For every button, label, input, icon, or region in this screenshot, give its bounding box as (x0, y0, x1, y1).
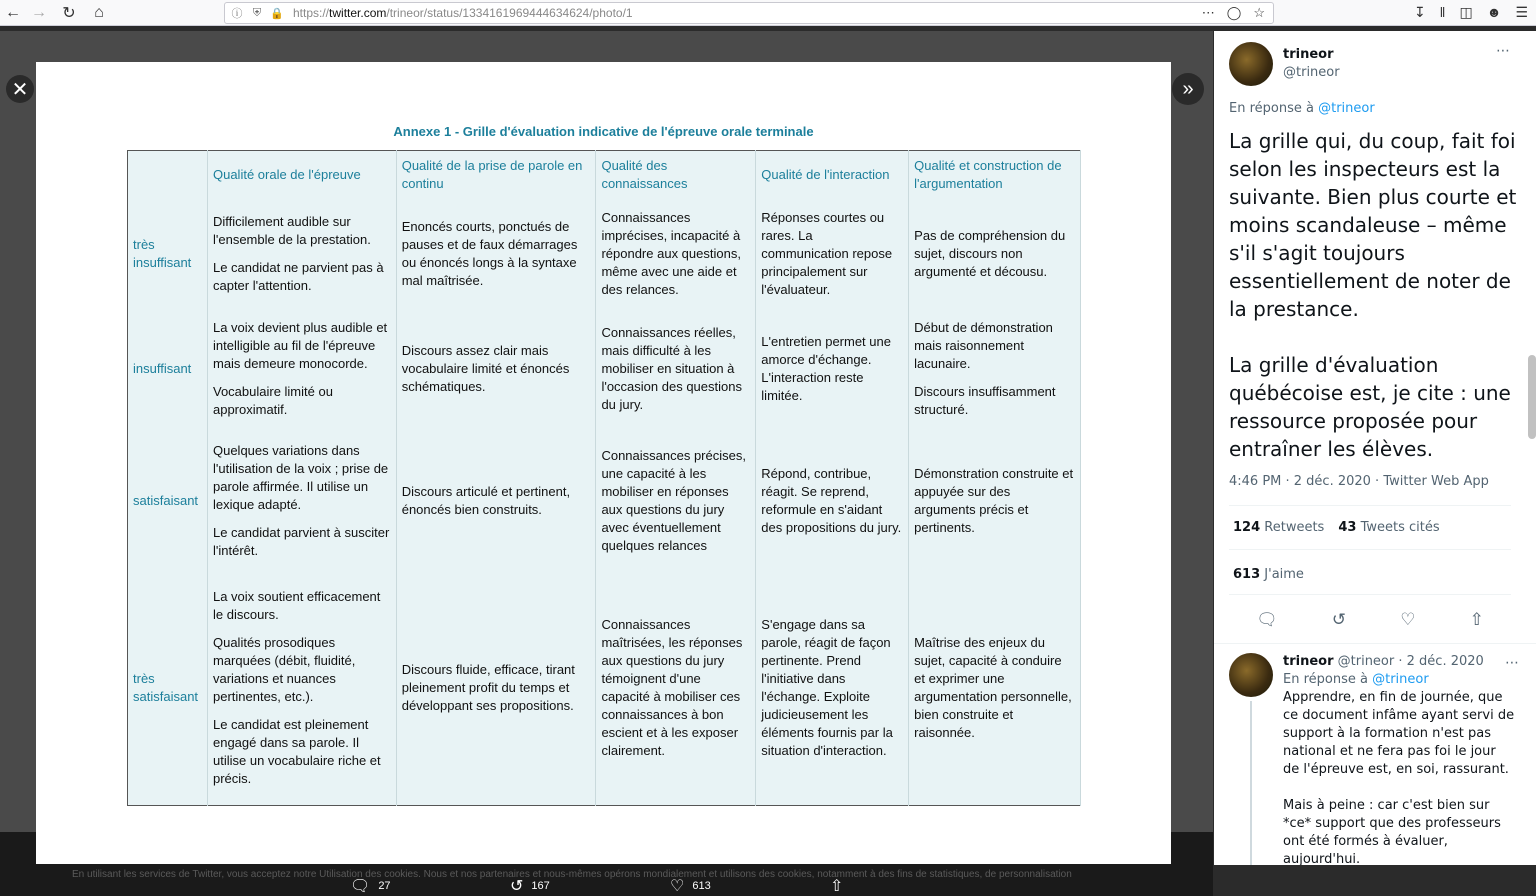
library-icon[interactable]: ‖ (1439, 4, 1446, 20)
grid-cell: Difficilement audible sur l'ensemble de la prestation. Le candidat ne parvient pas à capter l'attention. (207, 199, 396, 309)
thread-line (1250, 701, 1252, 865)
shield-icon[interactable]: ⛨ (252, 6, 262, 19)
reply-text: Apprendre, en fin de journée, que ce document infâme ayant servi de support à la formation n'est pas national et ne fera pas foi le jour de l'épreuve est, en soi, rassurant. Mais à peine : car c'est bien sur *ce* support que des professeurs ont été formés à évaluer, aujourd'hui. (1283, 690, 1515, 865)
account-icon[interactable]: ☻ (1486, 4, 1502, 20)
tweet-sidebar (1214, 31, 1536, 865)
share-icon: ⇧ (830, 878, 844, 895)
reply-header: trineor @trineor · 2 déc. 2020 (1283, 654, 1484, 669)
grid-cell: La voix soutient efficacement le discours. Qualités prosodiques marquées (débit, fluidité, variations et nuances pertinentes, etc.). Le candidat est pleinement engagé dans sa parole. Il utilise un vocabulaire riche et précis. (207, 571, 396, 805)
likes-stat[interactable]: 613 J'aime (1229, 561, 1511, 595)
back-arrow-icon[interactable]: ← (5, 3, 21, 21)
author-handle[interactable]: @trineor (1283, 65, 1340, 80)
tweet-text: La grille qui, du coup, fait foi selon les inspecteurs est la suivante. Bien plus courte et moins scandaleuse – même s'il s'agit toujours essentiellement de noter de la prestance. La grille d'évaluation québécoise est, je cite : une ressource proposée pour entraîner les élèves. (1229, 129, 1517, 461)
download-icon[interactable]: ↧ (1413, 4, 1426, 20)
grid-cell: Connaissances maîtrisées, les réponses aux questions du jury témoignent d'une capacité à mobiliser ces connaissances à bon escient et à les exposer clairement. (596, 571, 756, 805)
quotes-stat[interactable]: 43 Tweets cités (1338, 520, 1440, 535)
scrollbar[interactable] (1528, 355, 1536, 439)
retweet-button[interactable]: ↺ 167 (510, 878, 550, 895)
divider (1214, 643, 1536, 644)
more-options-icon[interactable]: ⋯ (1505, 655, 1519, 671)
grid-cell: Discours fluide, efficace, tirant pleinement profit du temps et développant ses propositions. (396, 571, 596, 805)
column-header: Qualité des connaissances (596, 151, 756, 199)
like-button[interactable]: ♡ 613 (670, 878, 711, 895)
url-bar[interactable] (224, 2, 1274, 24)
reload-icon[interactable]: ↻ (62, 4, 76, 22)
reply-to-link[interactable]: @trineor (1318, 101, 1375, 116)
reply-to: En réponse à @trineor (1229, 101, 1375, 116)
grid-cell: Maîtrise des enjeux du sujet, capacité à conduire et exprimer une argumentation personnelle, bien construite et raisonnée. (909, 571, 1081, 805)
evaluation-grid (127, 150, 1081, 806)
grid-cell: Enoncés courts, ponctués de pauses et de faux démarrages ou énoncés longs à la syntaxe mal maîtrisée. (396, 199, 596, 309)
grid-row (128, 309, 1081, 430)
home-icon[interactable]: ⌂ (94, 3, 104, 21)
column-header: Qualité de la prise de parole en continu (396, 151, 596, 199)
close-icon[interactable]: ✕ (6, 75, 34, 103)
grid-cell: Discours articulé et pertinent, énoncés bien construits. (396, 430, 596, 572)
reply-icon: 🗨 (350, 878, 371, 895)
grid-cell: Connaissances imprécises, incapacité à répondre aux questions, même avec une aide et des relances. (596, 199, 756, 309)
header-empty (128, 151, 208, 199)
reply-button[interactable]: 🗨 27 (350, 878, 391, 895)
row-label: très insuffisant (128, 199, 208, 309)
grid-cell: Connaissances précises, une capacité à les mobiliser en réponses aux questions du jury avec éventuellement quelques relances (596, 430, 756, 572)
tweet-photo (36, 62, 1171, 864)
row-label: très satisfaisant (128, 571, 208, 805)
url-text[interactable]: https://twitter.com/trineor/status/1334161969444634624/photo/1 (293, 6, 633, 20)
column-header: Qualité de l'interaction (756, 151, 909, 199)
grid-row (128, 571, 1081, 805)
tweet-author[interactable] (1229, 42, 1340, 86)
forward-arrow-icon[interactable]: → (31, 3, 47, 21)
browser-toolbar (0, 0, 1536, 26)
viewer-actions (350, 876, 990, 896)
grid-cell: Pas de compréhension du sujet, discours non argumenté et décousu. (909, 199, 1081, 309)
grid-row (128, 199, 1081, 309)
star-icon[interactable]: ☆ (1253, 5, 1265, 20)
info-icon[interactable]: ⓘ (231, 8, 243, 20)
grid-cell: Début de démonstration mais raisonnement lacunaire. Discours insuffisamment structuré. (909, 309, 1081, 430)
more-options-icon[interactable]: ⋯ (1496, 43, 1510, 59)
pocket-icon[interactable]: ◯ (1226, 5, 1242, 20)
ellipsis-icon[interactable]: ⋯ (1201, 5, 1215, 20)
lock-icon[interactable]: 🔒 (270, 7, 284, 20)
heart-icon: ♡ (670, 878, 685, 895)
grid-row (128, 430, 1081, 572)
retweet-icon[interactable]: ↺ (1331, 610, 1347, 630)
row-label: insuffisant (128, 309, 208, 430)
author-name[interactable]: trineor (1283, 47, 1334, 62)
collapse-sidebar-icon[interactable]: » (1172, 73, 1204, 105)
avatar[interactable] (1229, 42, 1273, 86)
column-header: Qualité et construction de l'argumentation (909, 151, 1081, 199)
reply-icon[interactable]: 🗨 (1256, 610, 1278, 630)
grid-cell: Répond, contribue, réagit. Se reprend, reformule en s'aidant des propositions du jury. (756, 430, 909, 572)
photo-caption: Annexe 1 - Grille d'évaluation indicative de l'épreuve orale terminale (393, 124, 814, 139)
heart-icon[interactable]: ♡ (1400, 610, 1416, 630)
grid-cell: Discours assez clair mais vocabulaire limité et énoncés schématiques. (396, 309, 596, 430)
share-icon[interactable]: ⇧ (1469, 610, 1484, 630)
reply-to: En réponse à @trineor (1283, 672, 1429, 687)
column-header: Qualité orale de l'épreuve (207, 151, 396, 199)
avatar[interactable] (1229, 653, 1273, 697)
grid-cell: L'entretien permet une amorce d'échange. L'interaction reste limitée. (756, 309, 909, 430)
cookie-notice: En utilisant les services de Twitter, vous acceptez notre Utilisation des cookies. Nous et nos partenaires et nous-mêmes opérons mondialement et utilisons des cookies, notamment à des fins de statistiques, de personnalisation (72, 869, 1072, 880)
retweets-stat[interactable]: 124 Retweets (1233, 520, 1325, 535)
grid-cell: Quelques variations dans l'utilisation de la voix ; prise de parole affirmée. Il utilise un lexique adapté. Le candidat parvient à susciter l'intérêt. (207, 430, 396, 572)
tweet-actions (1229, 606, 1511, 634)
tweet-stats (1229, 505, 1511, 550)
grid-cell: S'engage dans sa parole, réagit de façon pertinente. Prend l'initiative dans l'échange. Exploite judicieusement les éléments fournis par la situation d'interaction. (756, 571, 909, 805)
row-label: satisfaisant (128, 430, 208, 572)
grid-cell: La voix devient plus audible et intelligible au fil de l'épreuve mais demeure monocorde. Vocabulaire limité ou approximatif. (207, 309, 396, 430)
grid-cell: Réponses courtes ou rares. La communication repose principalement sur l'évaluateur. (756, 199, 909, 309)
photo-viewer (0, 31, 1213, 895)
menu-icon[interactable]: ☰ (1515, 4, 1528, 20)
retweet-icon: ↺ (510, 878, 524, 895)
share-button[interactable] (830, 876, 990, 896)
grid-cell: Démonstration construite et appuyée sur des arguments précis et pertinents. (909, 430, 1081, 572)
sidebar-icon[interactable]: ◫ (1459, 4, 1473, 20)
grid-cell: Connaissances réelles, mais difficulté à les mobiliser en situation à l'occasion des questions du jury. (596, 309, 756, 430)
tweet-meta[interactable]: 4:46 PM · 2 déc. 2020 · Twitter Web App (1229, 474, 1489, 489)
